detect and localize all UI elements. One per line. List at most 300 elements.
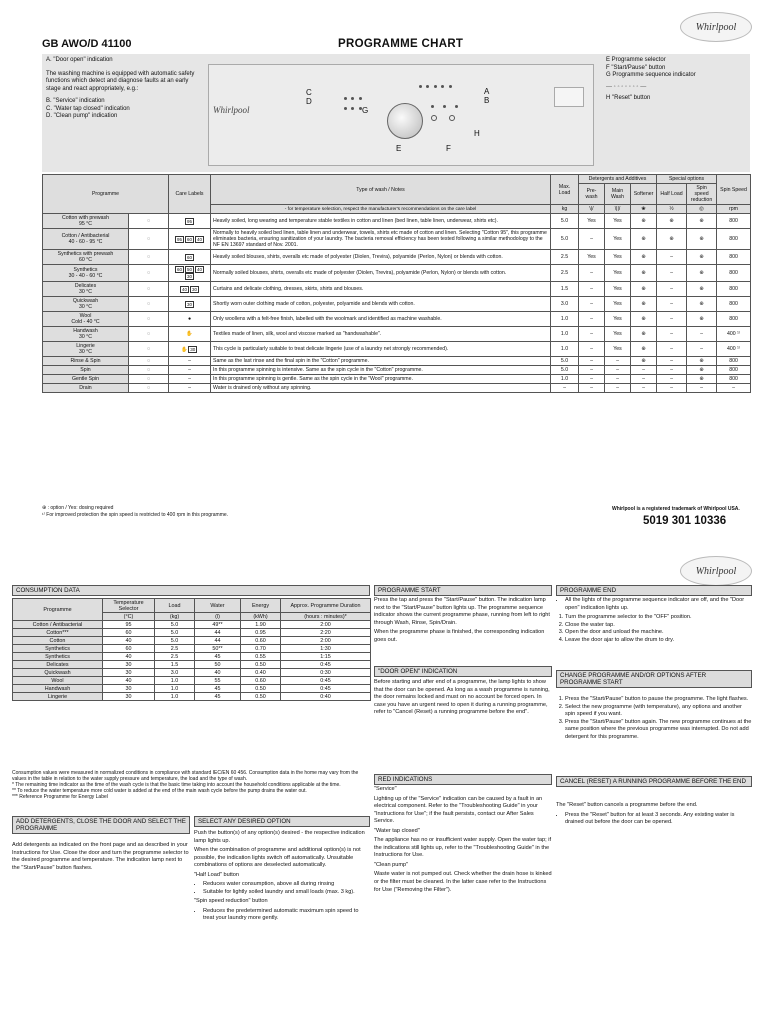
end-step-1: 1. Turn the programme selector to the "OFF" position. — [565, 614, 752, 622]
cons-temp: 40 — [103, 637, 155, 645]
cons-water: 44 — [195, 637, 241, 645]
programme-name: Rinse & Spin — [70, 358, 101, 364]
spin-speed-cell: 800 — [717, 312, 751, 327]
intro-d: D. "Clean pump" indication — [46, 113, 118, 119]
max-load-cell: 1.0 — [551, 375, 579, 384]
red-tap-heading: "Water tap closed" — [374, 827, 420, 834]
care-label-cell — [169, 297, 211, 312]
half-load-1: • Reduces water consumption, above all during rinsing — [203, 881, 370, 889]
prewash-cell: – — [579, 384, 605, 393]
th-c-water: Water — [195, 599, 241, 613]
cons-load: 1.0 — [155, 693, 195, 701]
spin-reduction-cell: ⊕ — [687, 297, 717, 312]
cons-load: 5.0 — [155, 629, 195, 637]
programme-name: Cotton / Antibacterial — [61, 233, 110, 239]
mainwash-cell: Yes — [605, 229, 631, 250]
cancel-bullets — [565, 812, 752, 827]
start-p1: Press the tap and press the "Start/Pause" button. The indication lamp next to the "Start/Pause" button lights up. The programme sequence indicator shows the current programme phase, running from left to right through Wash, Rinse, Spin/Drain. — [374, 597, 550, 626]
notes-cell: Shortly worn outer clothing made of cotton, polyester, polyamide and blends with cotton. — [211, 297, 551, 312]
spin-reduction-cell: ⊕ — [687, 357, 717, 366]
cons-temp: 30 — [103, 661, 155, 669]
led — [431, 105, 434, 108]
spin-reduction-cell: ⊕ — [687, 366, 717, 375]
change-steps — [565, 696, 752, 741]
programme-temp: 30 °C — [78, 289, 93, 295]
half-load-cell: – — [657, 312, 687, 327]
programme-name-cell — [43, 375, 129, 384]
table-row — [43, 384, 751, 393]
halfload-icon: ½ — [657, 205, 687, 214]
care-label: 40 — [197, 236, 203, 242]
programme-start-title: PROGRAMME START — [374, 585, 552, 596]
legend-e: E Programme selector — [606, 57, 666, 63]
programme-name: Spin — [80, 367, 91, 373]
care-label-cell — [169, 250, 211, 265]
end-step-3: 3. Open the door and unload the machine. — [565, 629, 752, 637]
half-load-cell: – — [657, 375, 687, 384]
softener-cell: ⊕ — [631, 282, 657, 297]
red-tap-text: The appliance has no or insufficient water supply. Open the water tap; if the indications still lights up, refer to the "Troubleshooting Guide" in the Instructions for Use. — [374, 837, 552, 859]
programme-icon: ◌ — [129, 357, 169, 366]
cons-programme: Wool — [13, 677, 103, 685]
led — [449, 85, 452, 88]
cons-load: 1.0 — [155, 677, 195, 685]
programme-name: Delicates — [74, 283, 97, 289]
cons-temp: 40 — [103, 653, 155, 661]
care-label-cell — [169, 265, 211, 282]
cons-duration: 1:15 — [281, 653, 371, 661]
footnote-2: ¹⁾ For improved protection the spin speed is restricted to 400 rpm in this programme. — [42, 512, 229, 518]
led — [441, 85, 444, 88]
notes-cell: Heavily soiled blouses, shirts, overalls etc made of polyester (Diolen, Trevira), polyamide (Perlon, Nylon) or blends with cotton. — [211, 250, 551, 265]
spin-speed-cell: 800 — [717, 250, 751, 265]
select-p2: When the combination of programme and additional option(s) is not possible, the indication lights switch off automatically. Unsuitable combinations of options are deselected automatically. — [194, 847, 361, 869]
softener-cell: ⊕ — [631, 214, 657, 229]
mainwash-cell: – — [605, 375, 631, 384]
cons-temp: 60 — [103, 645, 155, 653]
programme-temp: Cold - 40 °C — [71, 319, 100, 325]
programme-end-body — [556, 597, 752, 646]
care-label: ✋ — [186, 331, 193, 337]
notes-cell: This cycle is particularly suitable to treat delicate lingerie (use of a laundry net strongly recommended). — [211, 342, 551, 357]
care-label: 60 — [187, 254, 193, 260]
red-service-heading: "Service" — [374, 786, 397, 792]
logo-text: Whirlpool — [695, 565, 737, 577]
mainwash-cell: Yes — [605, 312, 631, 327]
spinred-icon: ◎ — [687, 205, 717, 214]
mainwash-icon: \||/ — [605, 205, 631, 214]
intro-c: C. "Water tap closed" indication — [46, 105, 130, 112]
half-load-cell: – — [657, 384, 687, 393]
change-programme-title: CHANGE PROGRAMME AND/OR OPTIONS AFTER PROGRAMME START — [556, 670, 752, 688]
table-row — [43, 357, 751, 366]
notes-cell: Heavily soiled, long wearing and temperature stable textiles in cotton and linen (bed linen, table linen, underwear, shirts etc). — [211, 214, 551, 229]
programme-name-cell — [43, 282, 129, 297]
programme-name-cell — [43, 384, 129, 393]
cons-energy: 0.55 — [241, 653, 281, 661]
prewash-cell: – — [579, 265, 605, 282]
programme-temp: 60 °C — [78, 257, 93, 263]
spin-speed-cell: 400 ¹⁾ — [717, 342, 751, 357]
cons-water: 50 — [195, 661, 241, 669]
unit-water: (l) — [195, 613, 241, 621]
spin-speed-cell: 800 — [717, 375, 751, 384]
part-number: 5019 301 10336 — [643, 515, 727, 527]
table-row — [43, 375, 751, 384]
cons-programme: Handwash — [13, 685, 103, 693]
table-row — [43, 312, 751, 327]
th-c-duration: Approx. Programme Duration — [281, 599, 371, 613]
th-c-programme: Programme — [13, 599, 103, 621]
care-label: 95 — [187, 218, 193, 224]
intro-b: B. "Service" indication — [46, 98, 105, 104]
programme-name: Synthetics — [73, 267, 98, 273]
spin-speed-cell: 800 — [717, 265, 751, 282]
care-label: 30 — [187, 274, 193, 279]
programme-icon: ◌ — [129, 327, 169, 342]
prewash-icon: \|/ — [579, 205, 605, 214]
mainwash-cell: Yes — [605, 265, 631, 282]
mainwash-cell: Yes — [605, 327, 631, 342]
page-title: PROGRAMME CHART — [338, 38, 464, 50]
whirlpool-logo-2 — [680, 556, 752, 586]
cons-programme: Delicates — [13, 661, 103, 669]
cancel-bullet: • Press the "Reset" button for at least 3 seconds. Any existing water is drained out before the door can be opened. — [565, 812, 752, 827]
cons-duration: 2:00 — [281, 621, 371, 629]
spin-reduction-cell: ⊕ — [687, 282, 717, 297]
table-row — [13, 629, 371, 637]
programme-name-cell — [43, 250, 129, 265]
label-e: E — [396, 144, 402, 153]
reset-button[interactable] — [449, 115, 455, 121]
max-load-cell: 2.5 — [551, 265, 579, 282]
change-programme-body — [556, 696, 752, 743]
programme-icon: ◌ — [129, 384, 169, 393]
programme-temp: 30 °C — [78, 304, 93, 310]
spin-speed-cell: – — [717, 384, 751, 393]
cons-load: 5.0 — [155, 621, 195, 629]
red-service-text: Lighting up of the "Service" indication can be caused by a fault in an electrical component. Refer to the "Troubleshooting Guide" in your "Instructions for Use"; if the fault persists, contact our After Sales Service. — [374, 795, 543, 825]
programme-icon: ◌ — [129, 250, 169, 265]
red-pump-heading: "Clean pump" — [374, 861, 409, 868]
cons-programme: Cotton — [13, 637, 103, 645]
logo-text: Whirlpool — [695, 21, 737, 33]
table-row — [13, 693, 371, 701]
led — [443, 105, 446, 108]
programme-name: Gentle Spin — [71, 376, 100, 382]
end-bullets — [565, 597, 752, 612]
spin-red-1: • Reduces the predetermined automatic maximum spin speed to treat your laundry more gently. — [203, 908, 370, 923]
programme-name-cell — [43, 327, 129, 342]
cons-energy: 0.60 — [241, 677, 281, 685]
prewash-cell: – — [579, 357, 605, 366]
cons-duration: 0:45 — [281, 677, 371, 685]
care-label-cell — [169, 312, 211, 327]
half-load-heading: "Half Load" button — [194, 871, 240, 878]
cons-duration: 0:45 — [281, 661, 371, 669]
max-load-cell: 5.0 — [551, 357, 579, 366]
intro-a: A. "Door open" indication — [46, 57, 113, 63]
cons-energy: 0.50 — [241, 661, 281, 669]
cancel-text: The "Reset" button cancels a programme before the end. — [556, 802, 698, 808]
care-label-cell — [169, 375, 211, 384]
programme-name-cell — [43, 265, 129, 282]
programme-selector-knob[interactable] — [387, 103, 423, 139]
display-window — [554, 87, 584, 107]
programme-name-cell — [43, 214, 129, 229]
unit-load: (kg) — [155, 613, 195, 621]
start-pause-button[interactable] — [431, 115, 437, 121]
prewash-cell: – — [579, 282, 605, 297]
th-softener: Softener — [631, 184, 657, 205]
care-label-cell — [169, 342, 211, 357]
cons-water: 45 — [195, 693, 241, 701]
max-load-cell: 2.5 — [551, 250, 579, 265]
softener-cell: – — [631, 375, 657, 384]
care-label: – — [188, 385, 191, 391]
programme-table — [42, 174, 751, 393]
spin-speed-cell: 800 — [717, 366, 751, 375]
cons-water: 45 — [195, 653, 241, 661]
care-label: – — [188, 367, 191, 373]
max-load-cell: 3.0 — [551, 297, 579, 312]
door-open-title: "DOOR OPEN" INDICATION — [374, 666, 552, 677]
care-label-cell — [169, 384, 211, 393]
cons-note-2: * The remaining time indicator as the time of the wash cycle is that the basic time taking into account the household conditions applicable at the time. — [12, 782, 341, 788]
cons-header-row — [13, 599, 371, 613]
mainwash-cell: Yes — [605, 297, 631, 312]
end-step-2: 2. Close the water tap. — [565, 622, 752, 630]
care-label-cell — [169, 214, 211, 229]
cons-programme: Synthetics — [13, 645, 103, 653]
cons-duration: 1:30 — [281, 645, 371, 653]
spin-speed-cell: 800 — [717, 214, 751, 229]
programme-name: Wool — [79, 313, 92, 319]
notes-cell: Water is drained only without any spinning. — [211, 384, 551, 393]
th-kg: kg — [551, 205, 579, 214]
care-label-cell — [169, 229, 211, 250]
programme-icon: ◌ — [129, 265, 169, 282]
mainwash-cell: – — [605, 366, 631, 375]
cons-energy: 0.60 — [241, 637, 281, 645]
select-p1: Push the button(s) of any option(s) desired - the respective indication lamp lights up. — [194, 830, 365, 844]
care-label: 50 — [187, 267, 193, 272]
softener-cell: ⊕ — [631, 229, 657, 250]
half-load-list — [203, 881, 370, 896]
table-row — [43, 229, 751, 250]
prewash-cell: – — [579, 312, 605, 327]
th-prewash: Pre-wash — [579, 184, 605, 205]
programme-temp: 95 °C — [78, 221, 93, 227]
care-label: ● — [187, 316, 192, 322]
care-label: ✋ — [181, 346, 188, 353]
programme-name-cell — [43, 297, 129, 312]
softener-cell: – — [631, 366, 657, 375]
notes-cell: Same as the last rinse and the final spin in the "Cotton" programme. — [211, 357, 551, 366]
cons-energy: 0.70 — [241, 645, 281, 653]
mainwash-cell: – — [605, 384, 631, 393]
cons-note-4: *** Reference Programme for Energy Label — [12, 794, 108, 800]
programme-name: Drain — [79, 385, 92, 391]
softener-cell: ⊕ — [631, 250, 657, 265]
softener-cell: – — [631, 384, 657, 393]
cons-energy: 0.50 — [241, 693, 281, 701]
table-row — [13, 621, 371, 629]
change-step-1: 1. Press the "Start/Pause" button to pause the programme. The light flashes. — [565, 696, 752, 704]
care-label: 40 — [197, 267, 203, 272]
care-label: 95 — [176, 236, 182, 242]
programme-name: Lingerie — [76, 343, 95, 349]
th-detergents: Detergents and Additives — [579, 175, 657, 184]
max-load-cell: 1.0 — [551, 342, 579, 357]
led — [351, 107, 354, 110]
cons-programme: Synthetics — [13, 653, 103, 661]
spin-speed-cell: 800 — [717, 229, 751, 250]
half-load-2: • Suitable for lightly soiled laundry and small loads (max. 3 kg). — [203, 889, 370, 897]
table-row — [13, 685, 371, 693]
mainwash-cell: Yes — [605, 250, 631, 265]
programme-end-title: PROGRAMME END — [556, 585, 752, 596]
end-steps — [565, 614, 752, 644]
led — [434, 85, 437, 88]
legend-f: F "Start/Pause" button — [606, 64, 666, 71]
programme-icon: ◌ — [129, 229, 169, 250]
cons-duration: 2:20 — [281, 629, 371, 637]
cons-temp: 60 — [103, 629, 155, 637]
cancel-reset-title: CANCEL (RESET) A RUNNING PROGRAMME BEFORE THE END — [556, 776, 752, 787]
end-step-4: 4. Leave the door ajar to allow the drum to dry. — [565, 637, 752, 645]
cons-load: 5.0 — [155, 637, 195, 645]
spin-reduction-cell: – — [687, 342, 717, 357]
indicator-leds-left-2 — [344, 97, 362, 115]
prewash-cell: – — [579, 297, 605, 312]
th-special: Special options — [657, 175, 717, 184]
spin-speed-cell: 800 — [717, 282, 751, 297]
cons-energy: 0.40 — [241, 669, 281, 677]
prewash-cell: – — [579, 375, 605, 384]
cons-load: 2.5 — [155, 645, 195, 653]
table-row — [13, 637, 371, 645]
cons-duration: 0:45 — [281, 685, 371, 693]
consumption-title: CONSUMPTION DATA — [12, 585, 370, 596]
th-c-temp: Temperature Selector — [103, 599, 155, 613]
sequence-icons: — ◦ ◦ ◦ ◦ ◦ ◦ ◦ — — [606, 83, 647, 90]
cons-load: 1.5 — [155, 661, 195, 669]
indicator-leds-top — [419, 75, 452, 93]
start-p2: When the programme phase is finished, the corresponding indication goes out. — [374, 629, 545, 643]
th-load: Max. Load — [551, 175, 579, 205]
programme-name-cell — [43, 366, 129, 375]
footnote-1: ⊕ : option / Yes: dosing required — [42, 505, 114, 511]
programme-icon: ◌ — [129, 312, 169, 327]
th-type: Type of wash / Notes — [211, 175, 551, 205]
th-mainwash: Main Wash — [605, 184, 631, 205]
programme-icon: ◌ — [129, 282, 169, 297]
programme-name: Cotton with prewash — [62, 215, 109, 221]
programme-start-body — [374, 597, 552, 646]
th-spinred: Spin speed reduction — [687, 184, 717, 205]
cons-programme: Quickwash — [13, 669, 103, 677]
care-label: – — [188, 358, 191, 364]
care-label-cell — [169, 282, 211, 297]
red-indications-title: RED INDICATIONS — [374, 774, 552, 785]
notes-cell: Only woollens with a felt-free finish, labelled with the woolmark and identified as machine washable. — [211, 312, 551, 327]
programme-temp: 30 °C — [78, 334, 93, 340]
cons-temp: 30 — [103, 685, 155, 693]
notes-cell: In this programme spinning is intensive. Same as the spin cycle in the "Cotton" programme. — [211, 366, 551, 375]
care-label-cell — [169, 357, 211, 366]
spin-red-heading: "Spin speed reduction" button — [194, 898, 268, 905]
th-care: Care Labels — [169, 175, 211, 214]
legend-box — [602, 54, 750, 172]
unit-duration: (hours : minutes)* — [281, 613, 371, 621]
th-programme: Programme — [43, 175, 169, 214]
whirlpool-logo — [680, 12, 752, 42]
add-detergents-title: ADD DETERGENTS, CLOSE THE DOOR AND SELECT THE PROGRAMME — [12, 816, 190, 834]
th-halfload: Half Load — [657, 184, 687, 205]
label-h: H — [474, 129, 480, 138]
max-load-cell: 5.0 — [551, 229, 579, 250]
table-row — [13, 669, 371, 677]
programme-name-cell — [43, 229, 129, 250]
table-row — [43, 297, 751, 312]
model-code: GB AWO/D 41100 — [42, 38, 132, 50]
max-load-cell: 1.0 — [551, 327, 579, 342]
half-load-cell: ⊕ — [657, 214, 687, 229]
unit-temp: (°C) — [103, 613, 155, 621]
intro-box — [42, 54, 200, 172]
mainwash-cell: Yes — [605, 282, 631, 297]
programme-icon: ◌ — [129, 214, 169, 229]
half-load-cell: – — [657, 265, 687, 282]
table-row — [43, 366, 751, 375]
max-load-cell: 1.5 — [551, 282, 579, 297]
prewash-cell: – — [579, 342, 605, 357]
care-label: 40 — [182, 286, 188, 292]
spin-speed-cell: 800 — [717, 297, 751, 312]
cons-load: 1.0 — [155, 685, 195, 693]
care-label: 30 — [190, 346, 196, 352]
programme-name: Handwash — [73, 328, 98, 334]
th-c-energy: Energy — [241, 599, 281, 613]
notes-cell: Curtains and delicate clothing, dresses, skirts, shirts and blouses. — [211, 282, 551, 297]
door-open-body: Before starting and after end of a programme, the lamp lights to show that the door can be opened. As long as a wash programme is running, the door remains locked and must on no account be forced open. In case you have an urgent need to open it during a running programme, refer to "Cancel (Reset) a running programme before the end". — [374, 679, 550, 716]
cons-water: 49** — [195, 621, 241, 629]
cons-programme: Lingerie — [13, 693, 103, 701]
led — [419, 85, 422, 88]
half-load-cell: – — [657, 327, 687, 342]
legend-h: H "Reset" button — [606, 95, 651, 101]
softener-cell: ⊕ — [631, 327, 657, 342]
table-row — [43, 250, 751, 265]
cons-water: 55 — [195, 677, 241, 685]
cancel-reset-body — [556, 802, 752, 829]
cons-water: 44 — [195, 629, 241, 637]
prewash-cell: – — [579, 229, 605, 250]
panel-logo: Whirlpool — [213, 105, 250, 115]
max-load-cell: – — [551, 384, 579, 393]
header-row-1 — [43, 175, 751, 184]
mainwash-cell: – — [605, 357, 631, 366]
end-bullet: • All the lights of the programme sequence indicator are off, and the "Door open" indication lights up. — [565, 597, 752, 612]
select-option-body — [194, 830, 370, 925]
add-detergents-body: Add detergents as indicated on the front page and as described in your Instructions for Use. Close the door and turn the programme selector to the desired programme and temperature. The indication lamp next to the "Start/Pause" button flashes. — [12, 842, 189, 871]
led — [455, 105, 458, 108]
cons-load: 2.5 — [155, 653, 195, 661]
cons-programme: Cotton*** — [13, 629, 103, 637]
care-label-cell — [169, 366, 211, 375]
label-f: F — [446, 144, 451, 153]
